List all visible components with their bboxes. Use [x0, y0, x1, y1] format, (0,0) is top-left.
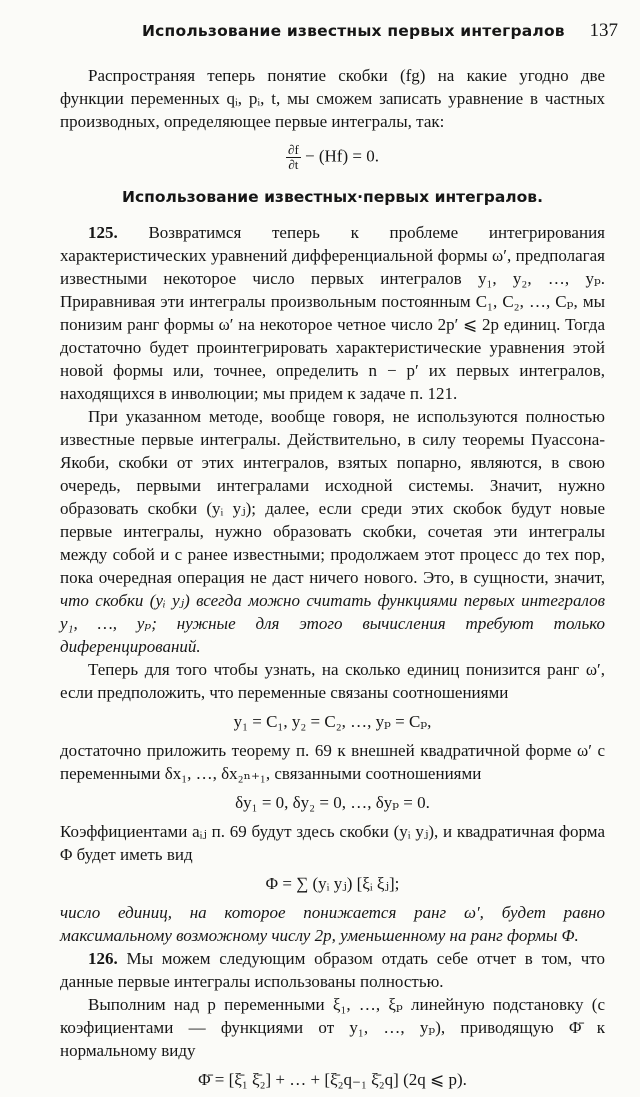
paragraph: Теперь для того чтобы узнать, на сколько единиц понизится ранг ω′, если предположить, что переменные связаны соотношениями [60, 660, 605, 702]
equation [60, 143, 605, 172]
equation: Φ̄ = [ξ̄₁ ξ̄₂] + … + [ξ̄₂q₋₁ ξ̄₂q] (2q ⩽ p). [198, 1070, 467, 1089]
paragraph: достаточно приложить теорему п. 69 к внешней квадратичной форме ω′ с переменными δx₁, …, δx₂ₙ₊₁, связанными соотношениями [60, 741, 605, 783]
paragraph: Выполним над p переменными ξ₁, …, ξₚ линейную подстановку (с коэфициентами — функциями от y₁, …, yₚ), приводящую Φ̄ к нормальному виду [60, 995, 605, 1060]
paragraph [60, 947, 605, 993]
equation: y₁ = C₁, y₂ = C₂, …, yₚ = Cₚ, [233, 712, 432, 731]
section-number: 126. [88, 949, 118, 968]
fraction [286, 143, 301, 172]
page-number: 137 [589, 20, 618, 41]
paragraph-text: Возвратимся теперь к проблеме интегрирования характеристических уравнений дифференциальной формы ω′, предполагая известными некоторое число первых интегралов y₁, y₂, …, yₚ. Приравнивая эти интегралы произвольным постоянным C₁, C₂, …, Cₚ, мы понизим ранг формы ω′ на некоторое четное число 2p′ ⩽ 2p единиц. Тогда достаточно будет проинтегрировать характеристические уравнения этой новой формы или, точнее, определить n − p′ их первых интегралов, находящихся в инволюции; мы придем к задаче п. 121. [60, 223, 605, 403]
equation-rest: − (Hf) = 0. [300, 146, 379, 166]
fraction-denominator: ∂t [288, 157, 299, 172]
equation: Φ = ∑ (yᵢ yⱼ) [ξᵢ ξⱼ]; [265, 874, 400, 893]
fraction-numerator: ∂f [288, 142, 299, 157]
paragraph [60, 405, 605, 658]
section-number: 125. [88, 223, 118, 242]
running-header [0, 22, 640, 48]
paragraph-text: При указанном методе, вообще говоря, не используются полностью известные первые интегралы. Действительно, в силу теоремы Пуассона-Якоби, скобки от этих интегралов, взятых попарно, являются, в свою очередь, первыми интегралами исходной системы. Значит, нужно образовать скобки (yᵢ yⱼ); далее, если среди этих скобок будут новые первые интегралы, нужно образовать скобки, сочетая эти интегралы между собой и с ранее известными; продолжаем этот процесс до тех пор, пока очередная операция не даст ничего нового. Это, в сущности, значит, [60, 407, 605, 587]
section-heading: Использование известных·первых интегралов. [122, 188, 543, 206]
paragraph: Распространяя теперь понятие скобки (fg) на какие угодно две функции переменных qᵢ, pᵢ, t, мы сможем записать уравнение в частных производных, определяющее первые интегралы, так: [60, 66, 605, 131]
paragraph-text: Мы можем следующим образом отдать себе отчет в том, что данные первые интегралы использованы полностью. [60, 949, 605, 991]
italic-text: что скобки (yᵢ yⱼ) всегда можно считать функциями первых интегралов y₁, …, yₚ; нужные для этого вычисления требуют только диференцирований. [60, 591, 605, 656]
running-title: Использование известных первых интегралов [142, 22, 565, 40]
italic-paragraph: число единиц, на которое понижается ранг ω′, будет равно максимальному возможному числу 2p, уменьшенному на ранг формы Φ. [60, 903, 605, 945]
paragraph [60, 221, 605, 405]
paragraph: Коэффициентами aᵢⱼ п. 69 будут здесь скобки (yᵢ yⱼ), и квадратичная форма Φ будет иметь вид [60, 822, 605, 864]
equation: δy₁ = 0, δy₂ = 0, …, δyₚ = 0. [235, 793, 430, 812]
page-body [60, 64, 605, 1097]
